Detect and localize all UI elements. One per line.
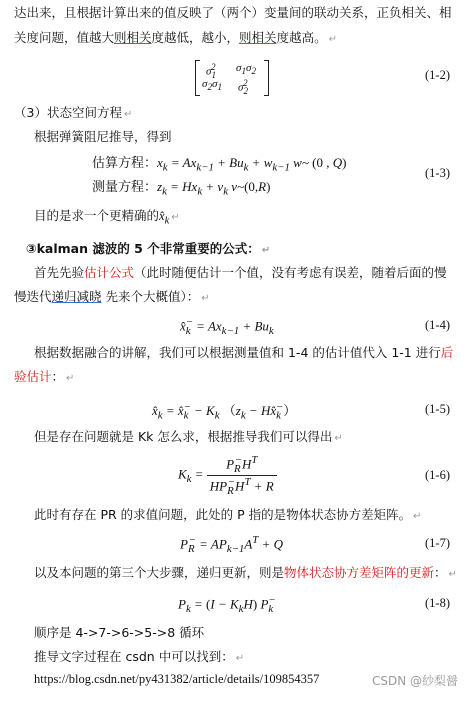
text: ： [51, 369, 65, 384]
text: 顺序是 4->7->6->5->8 循环 [34, 625, 205, 640]
highlight-text: 后 [440, 345, 454, 360]
equation-1-7: $P_R^- = AP_{k-1}A^T + Q$ [180, 534, 283, 555]
text: 以及本问题的第三个大步骤，递归更新，则是 [34, 565, 285, 580]
equation-1-8: $P_k = (I - K_kH)$ $P_k^-$ [178, 594, 276, 615]
paragraph-mark-icon: ↵ [413, 511, 422, 522]
paragraph-line [34, 564, 457, 584]
paragraph-line [14, 368, 450, 388]
text: 首先先验 [34, 265, 85, 280]
paragraph-mark-icon: ↵ [261, 245, 271, 256]
equation-number: (1-8) [425, 596, 450, 610]
text: 根据弹簧阻尼推导，得到 [34, 129, 172, 144]
covariance-matrix: $\sigma_1^2$ $\sigma_1\sigma_2$ $\sigma_2\sigma_1$ $\sigma_2^2$ [195, 60, 269, 96]
paragraph-line [34, 128, 450, 146]
text: 度越高。 [276, 30, 327, 45]
equation-number: (1-6) [425, 468, 450, 482]
text: 此时有存在 PR 的求值问题，此处的 P 指的是物体状态协方差矩阵。 [34, 507, 412, 522]
paragraph-mark-icon: ↵ [235, 653, 245, 664]
equation-label: 测量方程： [92, 180, 158, 195]
section-title [14, 104, 450, 124]
equation-number: (1-2) [425, 68, 450, 82]
equation-number: (1-4) [425, 318, 450, 332]
text: （3）状态空间方程 [14, 105, 122, 120]
equation-number: (1-3) [425, 166, 450, 180]
estimate-equation: 估算方程：$x_k = Ax_{k-1} + Bu_k + w_{k-1}$ w~ (0 , Q) [92, 155, 347, 174]
equation-number: (1-5) [425, 402, 450, 416]
text: 度越低，越小， [151, 30, 240, 45]
paragraph-line [34, 506, 450, 526]
paragraph-line: 目的是求一个更精确的$x̂_k$ ↵ [34, 208, 180, 227]
paragraph-line [14, 288, 450, 308]
text: 达出来，且根据计算出来的值反映了（两个）变量间的联动关系，正负相关、相 [14, 5, 452, 20]
kalman-heading [26, 240, 450, 260]
highlight-text: 估计公式 [84, 265, 135, 280]
paragraph-line [34, 624, 450, 642]
underlined-text: 则相关 [239, 30, 277, 45]
equation-1-5: $x̂_k$ = $x̂_k^- - K_k$ （$z_k$ − $Hx̂_k^-$） [152, 400, 297, 422]
text: 但是存在问题就是 Kk 怎么求，根据推导我们可以得出 [34, 429, 333, 444]
paragraph-line [34, 428, 450, 448]
underlined-text: 则相关 [114, 30, 152, 45]
equation-1-6: $K_k$ = $\frac{P_R^-H^T}{HP_R^-H^T + R}$ [178, 454, 277, 497]
text: 根据数据融合的讲解，我们可以根据测量值和 1-4 的估计值代入 1-1 进行 [34, 345, 441, 360]
paragraph-mark-icon: ↵ [171, 212, 180, 223]
paragraph-line [34, 648, 450, 668]
text: 关度问题，值越大 [14, 30, 115, 45]
paragraph-mark-icon: ↵ [448, 569, 457, 580]
text: （此时随便估计一个值，没有考虑有误差，随着后面的慢 [134, 265, 447, 280]
paragraph-mark-icon: ↵ [66, 373, 75, 384]
text: 推导文字过程在 csdn 中可以找到： [34, 649, 234, 664]
paragraph-line [34, 264, 450, 282]
paragraph-mark-icon: ↵ [201, 293, 210, 304]
source-link[interactable]: https://blog.csdn.net/py431382/article/details/109854357 [34, 672, 320, 686]
highlight-text: 验估计 [14, 369, 52, 384]
measure-equation: 测量方程：$z_k = Hx_k + v_k$ v~(0,R) [92, 179, 271, 198]
paragraph-line [14, 4, 450, 22]
paragraph-mark-icon: ↵ [123, 109, 133, 120]
paragraph-line [34, 344, 454, 362]
underlined-text: 递归减晓 [51, 289, 102, 304]
csdn-watermark: CSDN @紗梨醤 [371, 674, 458, 688]
text: ③kalman 滤波的 5 个非常重要的公式： [26, 241, 260, 256]
equation-label: 估算方程： [92, 156, 158, 171]
equation-number: (1-7) [425, 536, 450, 550]
paragraph-mark-icon: ↵ [334, 433, 343, 444]
text: ： [434, 565, 447, 580]
paragraph-line [14, 29, 450, 49]
highlight-text: 物体状态协方差矩阵的更新 [284, 565, 435, 580]
text: 目的是求一个更精确的 [34, 208, 160, 223]
text: 先来个大概值）： [101, 289, 200, 304]
paragraph-mark-icon: ↵ [328, 34, 337, 45]
text: 慢迭代 [14, 289, 52, 304]
equation-1-4: $x̂_k^- = Ax_{k-1} + Bu_k$ [180, 316, 274, 337]
